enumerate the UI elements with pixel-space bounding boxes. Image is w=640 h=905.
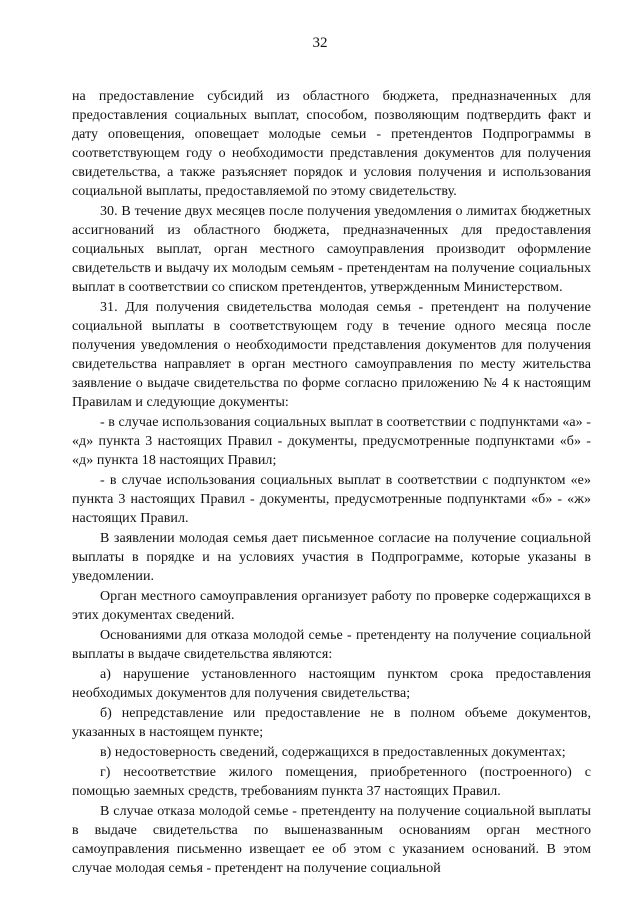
paragraph-clause-31: 31. Для получения свидетельства молодая семья - претендент на получение социальной выплаты в соответствующем году в течение одного месяца после получения уведомления о необходимости представления документов для получения свидетельства направляет в орган местного самоуправления по месту жительства заявление о выдаче свидетельства по форме согласно приложению № 4 к настоящим Правилам и следующие документы: (72, 300, 591, 410)
page-number: 32 (312, 35, 328, 51)
paragraph-verification: Орган местного самоуправления организует работу по проверке содержащихся в этих документах сведений. (72, 589, 591, 623)
paragraph-ground-b: б) непредставление или предоставление не в полном объеме документов, указанных в настоящем пункте; (72, 706, 591, 740)
paragraph-list-item-2: - в случае использования социальных выплат в соответствии с подпунктом «е» пункта 3 настоящих Правил - документы, предусмотренные подпунктами «б» - «ж» настоящих Правил. (72, 473, 591, 526)
paragraph-refusal-grounds: Основаниями для отказа молодой семье - претенденту на получение социальной выплаты в выдаче свидетельства являются: (72, 628, 591, 662)
paragraph-list-item-1: - в случае использования социальных выплат в соответствии с подпунктами «а» - «д» пункта 3 настоящих Правил - документы, предусмотренные подпунктами «б» - «д» пункта 18 настоящих Правил; (72, 415, 591, 468)
paragraph-refusal-notice: В случае отказа молодой семье - претенденту на получение социальной выплаты в выдаче свидетельства по вышеназванным основаниям орган местного самоуправления письменно извещает ее об этом с указанием оснований. В этом случае молодая семья - претендент на получение социальной (72, 804, 591, 876)
paragraph-ground-g: г) несоответствие жилого помещения, приобретенного (построенного) с помощью заемных средств, требованиям пункта 37 настоящих Правил. (72, 765, 591, 799)
scan-artifact: · · · · (290, 876, 317, 882)
paragraph-clause-30: 30. В течение двух месяцев после получения уведомления о лимитах бюджетных ассигнований из областного бюджета, предназначенных для предоставления социальных выплат, орган местного самоуправления производит оформление свидетельств и выдачу их молодым семьям - претендентам на получение социальных выплат в соответствии со списком претендентов, утвержденным Министерством. (72, 204, 591, 295)
paragraph-continuation: на предоставление субсидий из областного бюджета, предназначенных для предоставления социальных выплат, способом, позволяющим подтвердить факт и дату оповещения, оповещает молодые семьи - претендентов Подпрограммы в соответствующем году о необходимости представления документов для получения свидетельства, а также разъясняет порядок и условия получения и использования социальной выплаты, предоставляемой по этому свидетельству. (72, 89, 591, 199)
paragraph-consent: В заявлении молодая семья дает письменное согласие на получение социальной выплаты в порядке и на условиях участия в Подпрограмме, которые указаны в уведомлении. (72, 531, 591, 584)
paragraph-ground-a: а) нарушение установленного настоящим пунктом срока предоставления необходимых документов для получения свидетельства; (72, 667, 591, 701)
document-body (72, 87, 591, 879)
paragraph-ground-v: в) недостоверность сведений, содержащихся в предоставленных документах; (100, 745, 566, 760)
